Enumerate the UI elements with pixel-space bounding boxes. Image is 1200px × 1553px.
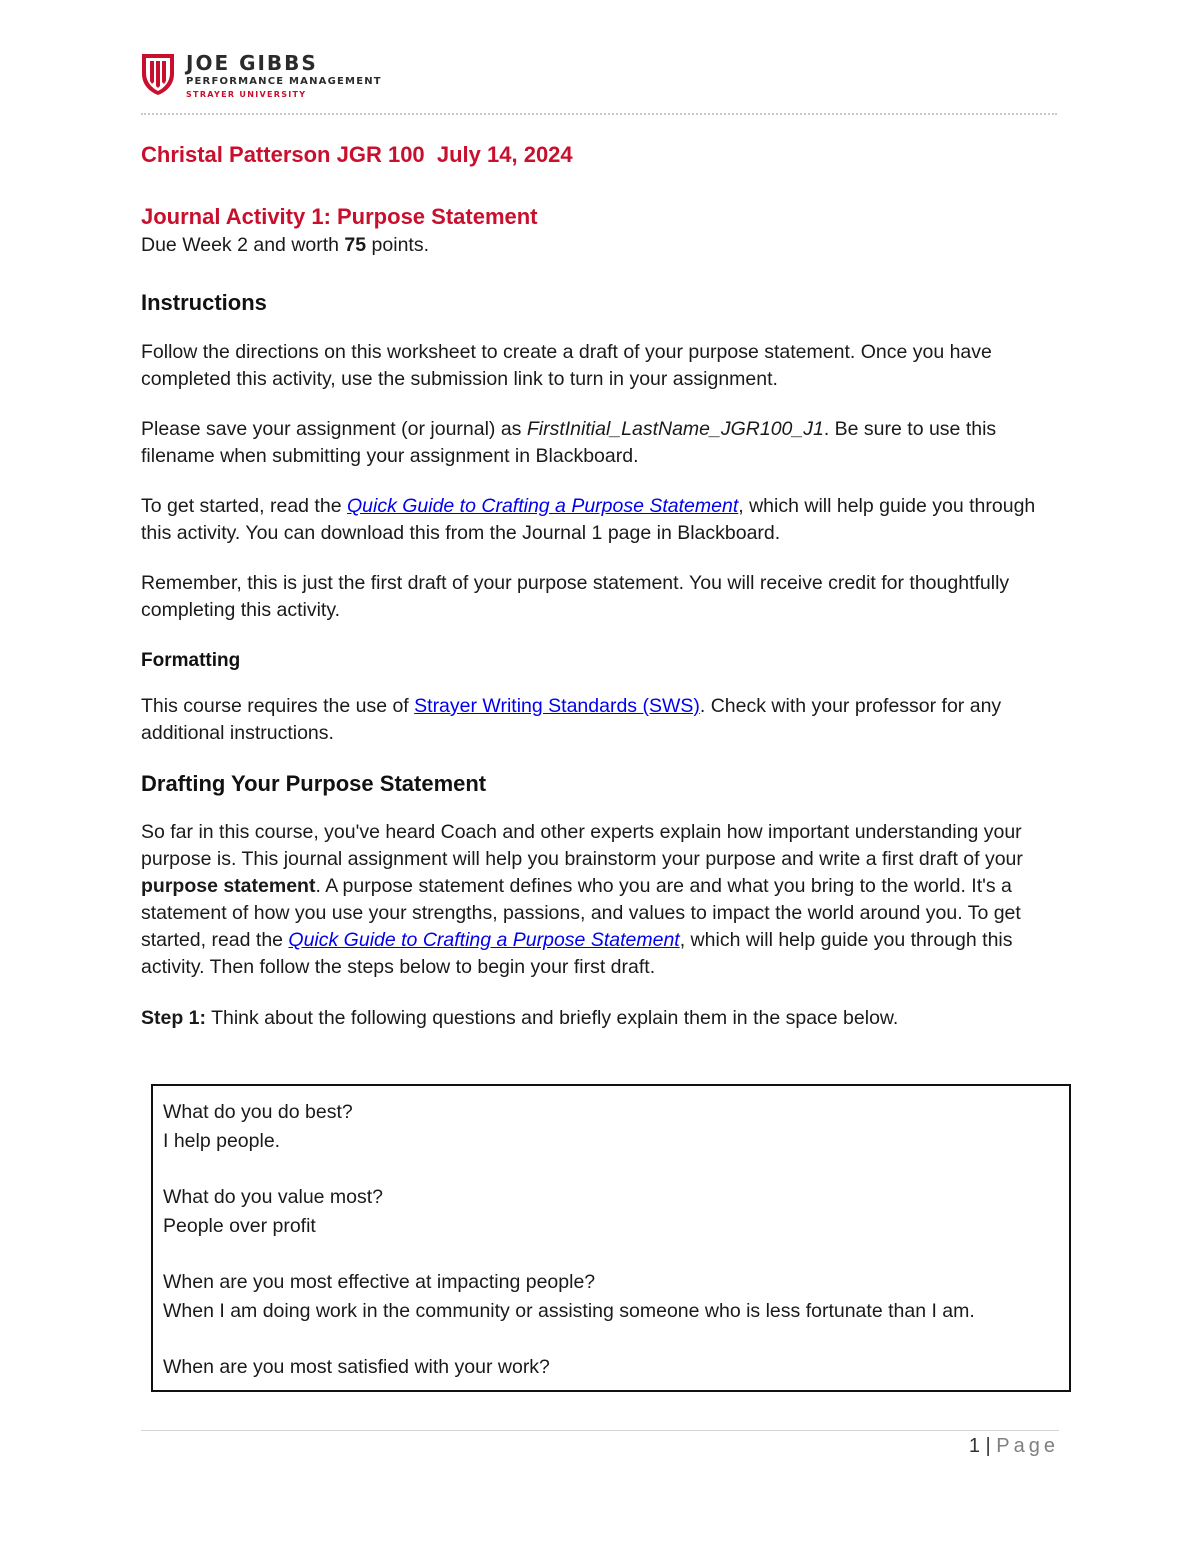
instructions-paragraph-3: [141, 493, 1061, 547]
formatting-heading: Formatting: [141, 650, 241, 671]
logo-main-text: JOE GIBBS: [186, 51, 318, 75]
instructions-paragraph-4: Remember, this is just the first draft of your purpose statement. You will receive credit for thoughtfully completing this activity.: [141, 572, 1010, 621]
header-divider: [141, 113, 1057, 115]
quick-guide-link-2[interactable]: Quick Guide to Crafting a Purpose Statement: [288, 929, 680, 951]
instructions-heading: Instructions: [141, 290, 267, 315]
drafting-paragraph: [141, 819, 1061, 981]
page-number-value: 1: [968, 1435, 980, 1457]
purpose-statement-bold: purpose statement: [141, 875, 316, 897]
answer-3: When I am doing work in the community or assisting someone who is less fortunate than I am.: [163, 1299, 975, 1322]
formatting-suffix: . Check with your professor for any additional instructions.: [141, 695, 1002, 744]
answers-box: [151, 1084, 1071, 1392]
logo-sub-text: PERFORMANCE MANAGEMENT: [186, 76, 382, 87]
formatting-paragraph: [141, 693, 1061, 747]
due-prefix: Due Week 2 and worth: [141, 234, 345, 256]
answer-1: I help people.: [163, 1129, 281, 1152]
p2-prefix: Please save your assignment (or journal) as: [141, 418, 527, 440]
question-2: What do you value most?: [163, 1186, 384, 1208]
step-1-line: [141, 1005, 1061, 1032]
drafting-text-a: So far in this course, you've heard Coach and other experts explain how important understanding your purpose is. This journal assignment will help you brainstorm your purpose and write a first draft of your: [141, 821, 1023, 870]
footer-divider: [141, 1430, 1059, 1431]
step-1-text: Think about the following questions and briefly explain them in the space below.: [206, 1007, 899, 1029]
question-3: When are you most effective at impacting people?: [163, 1271, 596, 1293]
instructions-paragraph-2: [141, 416, 1061, 470]
due-points: 75: [344, 234, 367, 256]
p3-suffix: , which will help guide you through this activity. You can download this from the Journal 1 page in Blackboard.: [141, 495, 1036, 544]
step-1-label: Step 1:: [141, 1007, 207, 1029]
page-separator: |: [979, 1435, 997, 1457]
instructions-paragraph-1: Follow the directions on this worksheet to create a draft of your purpose statement. Once you have completed this activity, use the submission link to turn in your assignment.: [141, 341, 992, 390]
drafting-text-b: . A purpose statement defines who you are and what you bring to the world. It's a statement of how you use your strengths, passions, and values to impact the world around you. To get started, read the: [141, 875, 1021, 951]
assignment-title: Journal Activity 1: Purpose Statement: [141, 204, 538, 229]
logo-university-text: STRAYER UNIVERSITY: [186, 90, 307, 99]
p3-prefix: To get started, read the: [141, 495, 347, 517]
filename-text: FirstInitial_LastName_JGR100_J1: [526, 418, 824, 440]
quick-guide-link[interactable]: Quick Guide to Crafting a Purpose Statement: [346, 495, 739, 517]
question-4: When are you most satisfied with your work?: [163, 1356, 550, 1378]
drafting-heading: Drafting Your Purpose Statement: [141, 771, 487, 796]
shield-logo-icon: [140, 52, 176, 96]
formatting-prefix: This course requires the use of: [141, 695, 415, 717]
joe-gibbs-logo: [140, 52, 382, 98]
answer-2: People over profit: [163, 1214, 316, 1237]
due-line: [141, 232, 1061, 259]
due-suffix: points.: [366, 234, 429, 256]
question-1: What do you do best?: [163, 1101, 353, 1123]
page-number: [969, 1432, 1059, 1460]
p2-suffix: . Be sure to use this filename when submitting your assignment in Blackboard.: [141, 418, 997, 467]
student-header-line: Christal Patterson JGR 100 July 14, 2024: [141, 142, 573, 167]
page-label: Page: [996, 1435, 1059, 1457]
drafting-text-c: , which will help guide you through this activity. Then follow the steps below to begin your first draft.: [141, 929, 1013, 978]
sws-link[interactable]: Strayer Writing Standards (SWS): [414, 695, 700, 717]
document-body: [141, 140, 1061, 1032]
